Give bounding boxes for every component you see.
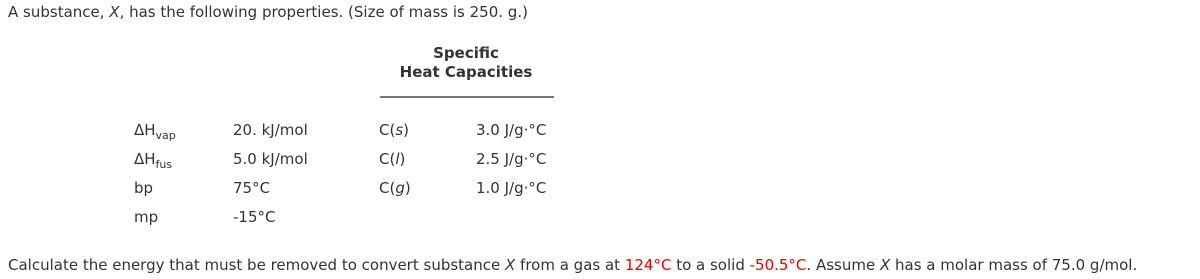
property-label-hfus: $\Delta H_{fus}$ [134,150,173,171]
property-subscript-fus: fus [155,158,173,171]
heat-capacity-value-solid: 3.0 J/g·°C [476,121,547,139]
property-value-hfus: 5.0 kJ/mol [233,150,308,168]
heat-capacity-label-liquid: C(l) [379,150,406,168]
problem-intro [8,2,528,22]
heat-capacity-value-gas: 1.0 J/g·°C [476,179,547,197]
intro-text-end: , has the following properties. (Size of mass is 250. g.) [119,3,528,21]
property-value-bp: 75°C [233,179,271,197]
property-label-mp: mp [134,208,159,226]
specific-heat-header [380,44,552,82]
question-text: Calculate the energy that must be removed to convert substance X from a gas at 124°C to a solid -50.5°C. Assume X has a molar mass of 75.0 g/mol. [8,256,1138,274]
property-label-bp: bp [134,179,154,197]
header-rule [380,96,554,98]
property-label-hvap: $\Delta H_{vap}$ [134,121,176,142]
question-substance-variable: X [505,256,516,274]
final-temperature: -50.5°C [749,256,807,274]
specific-heat-header-line1: Specific [433,44,499,62]
heat-capacity-label-gas: C(g) [379,179,411,197]
initial-temperature: 124°C [624,256,672,274]
property-subscript-vap: vap [155,129,176,142]
heat-capacity-label-solid: C(s) [379,121,410,139]
question-substance-variable-2: X [879,256,891,274]
specific-heat-header-line2: Heat Capacities [399,63,533,81]
intro-substance-variable: X [109,3,120,21]
heat-capacity-value-liquid: 2.5 J/g·°C [476,150,547,168]
property-value-hvap: 20. kJ/mol [233,121,308,139]
intro-text-start: A substance, [8,3,110,21]
property-value-mp: -15°C [233,208,276,226]
